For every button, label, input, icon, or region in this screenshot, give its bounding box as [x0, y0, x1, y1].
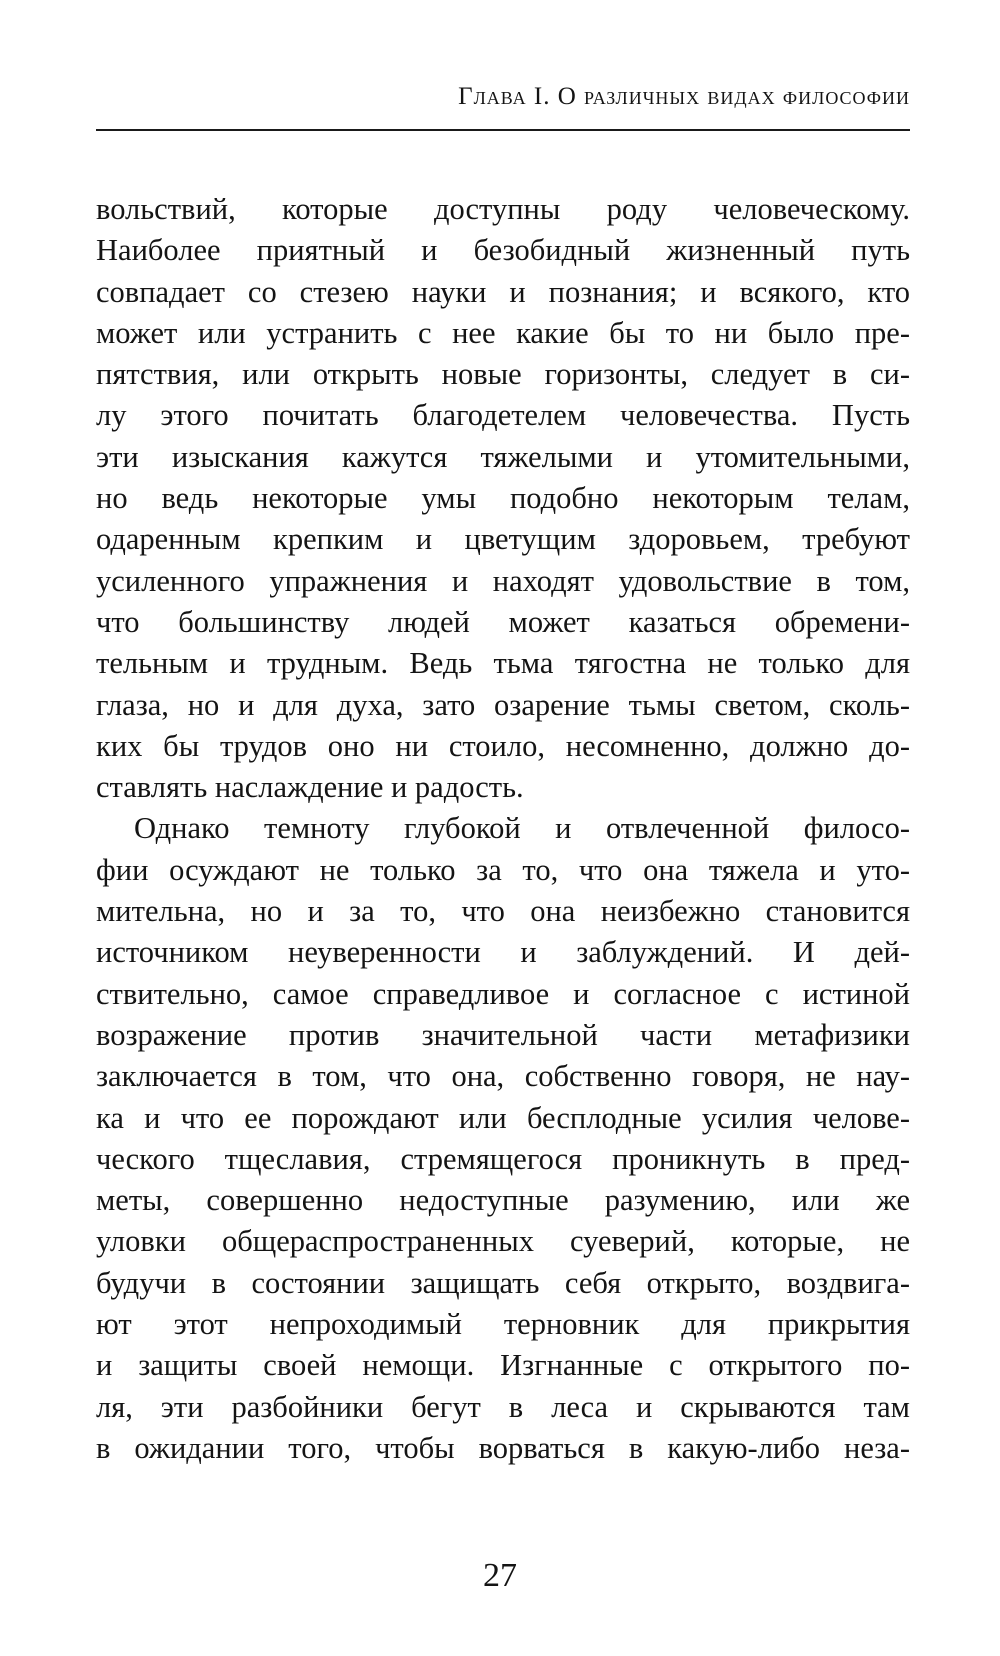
text-line: меты, совершенно недоступные разумению, или же [96, 1183, 910, 1218]
text-line: будучи в состоянии защищать себя открыто, воздвига- [96, 1265, 910, 1300]
header-rule [96, 129, 910, 131]
text-line: может или устранить с нее какие бы то ни было пре- [96, 315, 910, 350]
text-line: глаза, но и для духа, зато озарение тьмы светом, сколь- [96, 687, 910, 722]
text-line: ческого тщеславия, стремящегося проникнуть в пред- [96, 1141, 910, 1176]
text-line: ставлять наслаждение и радость. [96, 770, 524, 805]
text-line: но ведь некоторые умы подобно некоторым телам, [96, 481, 910, 516]
text-line: возражение против значительной части метафизики [96, 1017, 910, 1052]
text-line: пятствия, или открыть новые горизонты, следует в си- [96, 357, 910, 392]
text-line: Однако темноту глубокой и отвлеченной филосо- [134, 811, 910, 846]
text-line: лу этого почитать благодетелем человечества. Пусть [96, 398, 910, 433]
text-line: заключается в том, что она, собственно говоря, не нау- [96, 1059, 910, 1094]
body-text [96, 189, 910, 1469]
text-line: Наиболее приятный и безобидный жизненный путь [96, 233, 910, 268]
text-line: одаренным крепким и цветущим здоровьем, требуют [96, 522, 910, 557]
text-line: тельным и трудным. Ведь тьма тягостна не только для [96, 646, 910, 681]
text-line: источником неуверенности и заблуждений. И дей- [96, 935, 910, 970]
text-line: что большинству людей может казаться обремени- [96, 604, 910, 639]
text-line: и защиты своей немощи. Изгнанные с открытого по- [96, 1348, 910, 1383]
text-line: ля, эти разбойники бегут в леса и скрываются там [96, 1389, 910, 1424]
text-line: уловки общераспространенных суеверий, которые, не [96, 1224, 910, 1259]
text-line: совпадает со стезею науки и познания; и всякого, кто [96, 274, 910, 309]
text-line: в ожидании того, чтобы ворваться в какую-либо неза- [96, 1430, 910, 1465]
text-line: ких бы трудов оно ни стоило, несомненно, должно до- [96, 728, 910, 763]
running-title: Глава I. О различных видах философии [458, 83, 910, 110]
page-number: 27 [483, 1557, 517, 1594]
text-line: вольствий, которые доступны роду человеческому. [96, 192, 910, 226]
text-line: эти изыскания кажутся тяжелыми и утомительными, [96, 439, 910, 474]
text-line: усиленного упражнения и находят удовольствие в том, [96, 563, 910, 598]
text-line: фии осуждают не только за то, что она тяжела и уто- [96, 852, 910, 887]
text-line: ют этот непроходимый терновник для прикрытия [96, 1307, 910, 1342]
text-line: мительна, но и за то, что она неизбежно становится [96, 894, 910, 929]
text-line: ствительно, самое справедливое и согласное с истиной [96, 976, 910, 1011]
text-line: ка и что ее порождают или бесплодные усилия челове- [96, 1100, 910, 1135]
